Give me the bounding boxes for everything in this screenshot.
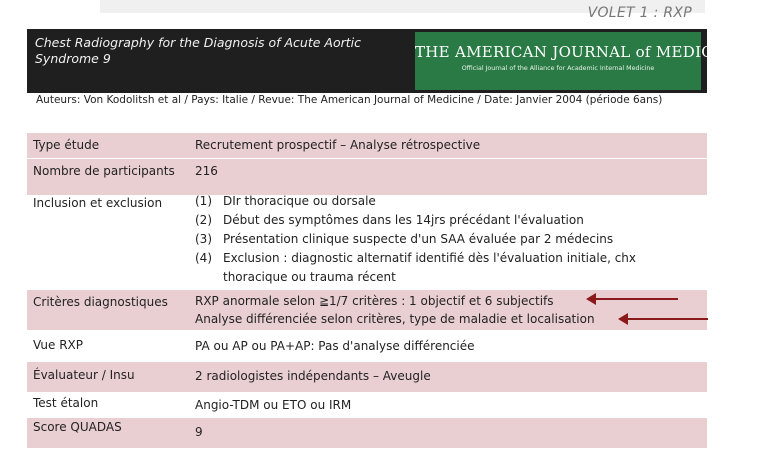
list-item: (2) Début des symptômes dans les 14jrs précédant l'évaluation — [195, 213, 584, 227]
journal-logo — [415, 32, 759, 90]
row-label: Critères diagnostiques — [33, 295, 168, 309]
arrow-icon — [620, 318, 708, 320]
inclusion-list — [195, 192, 665, 287]
row-label: Test étalon — [33, 396, 99, 410]
criteria-line-1: RXP anormale selon ≧1/7 critères : 1 objectif et 6 subjectifs — [195, 294, 554, 308]
table-row — [27, 159, 707, 195]
list-item: (1) DIr thoracique ou dorsale — [195, 194, 376, 208]
table-row — [27, 290, 707, 330]
row-label: Vue RXP — [33, 338, 83, 352]
row-label: Type étude — [33, 138, 100, 152]
title-banner — [27, 29, 759, 93]
row-value: Angio-TDM ou ETO ou IRM — [195, 398, 352, 412]
row-label: Nombre de participants — [33, 164, 175, 178]
list-item: (3) Présentation clinique suspecte d'un SAA évaluée par 2 médecins — [195, 232, 614, 246]
journal-name: THE AMERICAN JOURNAL of MEDICINE® — [415, 43, 759, 61]
section-label: VOLET 1 : RXP — [587, 5, 692, 21]
row-value: 216 — [195, 164, 218, 178]
table-row — [27, 418, 707, 448]
table-row — [27, 393, 707, 417]
table-row — [27, 133, 707, 158]
row-value: 2 radiologistes indépendants – Aveugle — [195, 369, 431, 383]
row-value: 9 — [195, 425, 203, 439]
row-value — [195, 292, 595, 328]
authors-line: Auteurs: Von Kodolitsh et al / Pays: Italie / Revue: The American Journal of Medicine / Date: Janvier 2004 (période 6ans) — [36, 94, 663, 106]
list-item: (4) Exclusion : diagnostic alternatif identifié dès l'évaluation initiale, chx thoracique ou trauma récent — [195, 251, 637, 284]
row-value: PA ou AP ou PA+AP: Pas d'analyse différenciée — [195, 339, 475, 353]
row-label: Score QUADAS — [33, 420, 122, 434]
table-row — [27, 195, 707, 290]
row-label: Inclusion et exclusion — [33, 196, 163, 210]
table-row — [27, 362, 707, 392]
row-value: Recrutement prospectif – Analyse rétrospective — [195, 138, 481, 152]
table-row — [27, 331, 707, 361]
journal-subtitle: Official Journal of the Alliance for Academic Internal Medicine — [461, 65, 655, 72]
row-label: Évaluateur / Insu — [33, 368, 135, 382]
study-title: Chest Radiography for the Diagnosis of Acute Aortic Syndrome 9 — [35, 35, 361, 66]
arrow-icon — [588, 298, 678, 300]
criteria-line-2: Analyse différenciée selon critères, type de maladie et localisation — [195, 312, 595, 326]
